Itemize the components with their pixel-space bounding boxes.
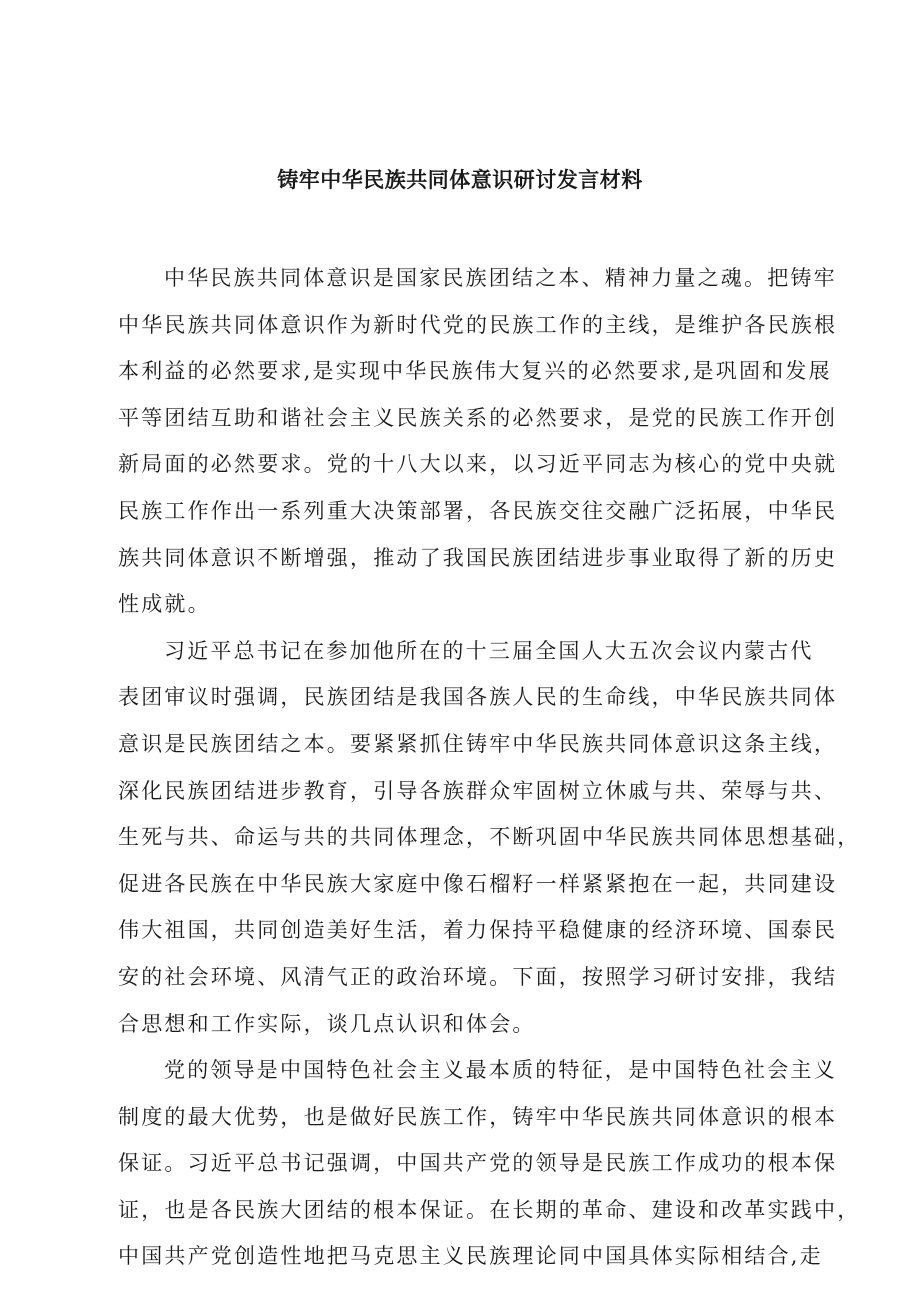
text-line: 生死与共、命运与共的共同体理念，不断巩固中华民族共同体思想基础， — [118, 825, 861, 850]
text-line: 深化民族团结进步教育，引导各族群众牢固树立休戚与共、荣辱与共、 — [118, 778, 838, 803]
text-line: 中国共产党创造性地把马克思主义民族理论同中国具体实际相结合,走 — [118, 1244, 823, 1269]
text-line: 意识是民族团结之本。要紧紧抓住铸牢中华民族共同体意识这条主线， — [118, 731, 838, 756]
text-line: 伟大祖国，共同创造美好生活，着力保持平稳健康的经济环境、国泰民 — [118, 918, 838, 943]
text-line: 中华民族共同体意识作为新时代党的民族工作的主线，是维护各民族根 — [118, 312, 838, 337]
paragraph-1 — [118, 255, 838, 628]
text-line: 表团审议时强调，民族团结是我国各族人民的生命线，中华民族共同体 — [118, 685, 838, 710]
text-line: 保证。习近平总书记强调，中国共产党的领导是民族工作成功的根本保 — [118, 1151, 838, 1176]
document-title: 铸牢中华民族共同体意识研讨发言材料 — [277, 168, 643, 192]
text-line: 促进各民族在中华民族大家庭中像石榴籽一样紧紧抱在一起，共同建设 — [118, 871, 838, 896]
text-line: 本利益的必然要求,是实现中华民族伟大复兴的必然要求,是巩固和发展 — [118, 359, 832, 384]
text-line: 安的社会环境、风清气正的政治环境。下面，按照学习研讨安排，我结 — [118, 964, 838, 989]
text-line: 中华民族共同体意识是国家民族团结之本、精神力量之魂。把铸牢 — [164, 266, 837, 290]
text-line: 平等团结互助和谐社会主义民族关系的必然要求，是党的民族工作开创 — [118, 405, 838, 430]
text-line: 制度的最大优势，也是做好民族工作，铸牢中华民族共同体意识的根本 — [118, 1104, 838, 1129]
paragraph-2 — [118, 628, 861, 1047]
text-line: 习近平总书记在参加他所在的十三届全国人大五次会议内蒙古代 — [164, 638, 814, 663]
text-line: 合思想和工作实际，谈几点认识和体会。 — [118, 1011, 536, 1036]
text-line: 性成就。 — [118, 592, 211, 617]
text-line: 新局面的必然要求。党的十八大以来，以习近平同志为核心的党中央就 — [118, 452, 838, 477]
text-line: 族共同体意识不断增强，推动了我国民族团结进步事业取得了新的历史 — [118, 545, 838, 570]
text-line: 党的领导是中国特色社会主义最本质的特征，是中国特色社会主义 — [164, 1058, 837, 1083]
text-line: 民族工作作出一系列重大决策部署，各民族交往交融广泛拓展，中华民 — [118, 498, 838, 523]
text-line: 证，也是各民族大团结的根本保证。在长期的革命、建设和改革实践中， — [118, 1197, 861, 1222]
document-body — [118, 255, 861, 1280]
paragraph-3 — [118, 1047, 861, 1280]
